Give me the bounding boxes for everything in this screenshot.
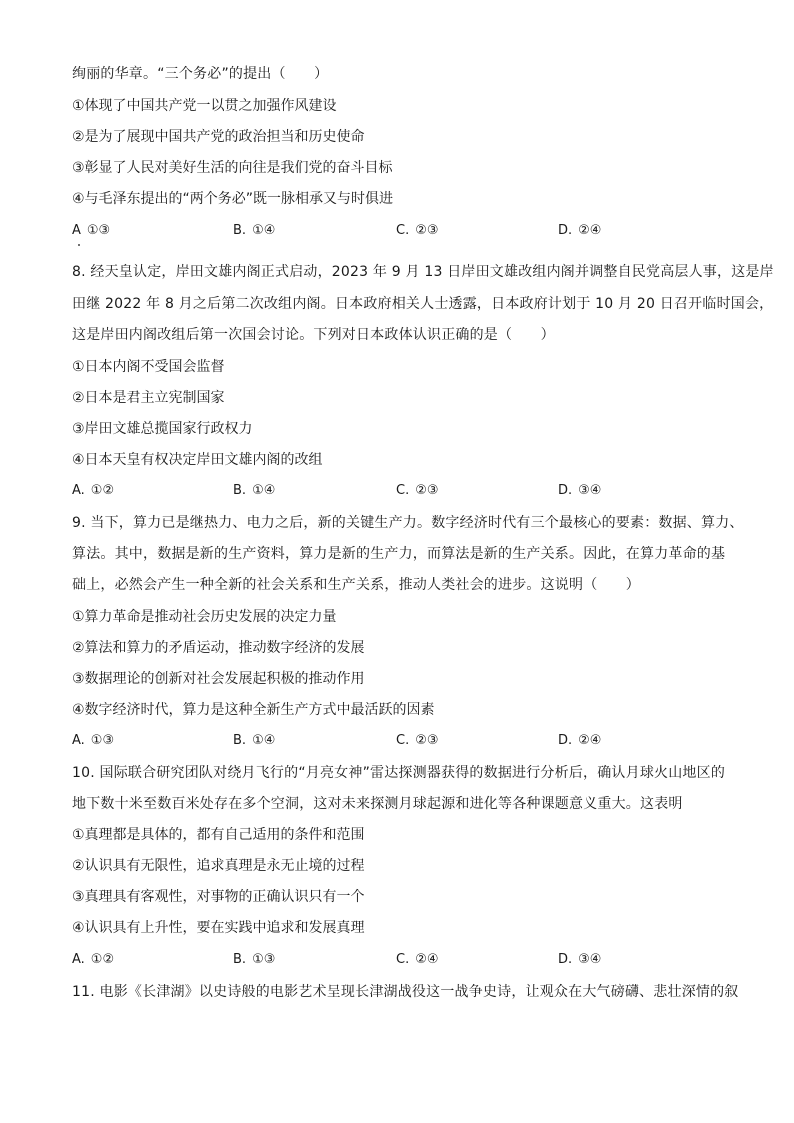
- q9-option-c[interactable]: [396, 731, 439, 751]
- option-letter: C.: [396, 733, 410, 748]
- q8-statement-4: ④日本天皇有权决定岸田文雄内阁的改组: [72, 452, 323, 468]
- q8-stem-line-1: 8. 经天皇认定，岸田文雄内阁正式启动，2023 年 9 月 13 日岸田文雄改组内阁并调整自民党高层人事，这是岸: [72, 264, 774, 280]
- q8-option-d[interactable]: [558, 481, 601, 501]
- q7-options: [72, 221, 732, 241]
- option-letter: B.: [233, 223, 247, 238]
- q9-stem-line-1: 9. 当下，算力已是继热力、电力之后，新的关键生产力。数字经济时代有三个最核心的要素：数据、算力、: [72, 515, 744, 531]
- option-text: ②③: [415, 733, 439, 748]
- q7-option-d[interactable]: [558, 221, 601, 241]
- q7-option-c[interactable]: [396, 221, 439, 241]
- option-letter: A.: [72, 733, 85, 748]
- option-text: ②④: [578, 223, 602, 238]
- q7-statement-3: ③彰显了人民对美好生活的向往是我们党的奋斗目标: [72, 160, 393, 176]
- option-text: ①③: [90, 733, 115, 748]
- option-letter: A.: [72, 952, 85, 967]
- option-text: ①②: [90, 952, 115, 967]
- q10-stem-line-1: 10. 国际联合研究团队对绕月飞行的“月亮女神”雷达探测器获得的数据进行分析后，确认月球火山地区的: [72, 765, 726, 781]
- q8-statement-2: ②日本是君主立宪制国家: [72, 390, 225, 406]
- q8-statement-1: ①日本内阁不受国会监督: [72, 359, 225, 375]
- q9-stem-line-3: 础上，必然会产生一种全新的社会关系和生产关系，推动人类社会的进步。这说明（ ）: [72, 577, 640, 593]
- q9-statement-4: ④数字经济时代，算力是这种全新生产方式中最活跃的因素: [72, 702, 435, 718]
- q7-statement-1: ①体现了中国共产党一以贯之加强作风建设: [72, 98, 337, 114]
- q10-option-a[interactable]: [72, 950, 114, 970]
- option-letter: D.: [558, 223, 573, 238]
- option-text: ①④: [252, 223, 276, 238]
- option-text: ①③: [86, 223, 111, 238]
- q10-option-d[interactable]: [558, 950, 601, 970]
- q7-option-a[interactable]: [72, 221, 110, 241]
- q9-option-b[interactable]: [233, 731, 275, 751]
- q8-option-b[interactable]: [233, 481, 275, 501]
- q8-statement-3: ③岸田文雄总揽国家行政权力: [72, 421, 253, 437]
- q7-statement-4: ④与毛泽东提出的“两个务必”既一脉相承又与时俱进: [72, 191, 394, 207]
- q9-statement-1: ①算力革命是推动社会历史发展的决定力量: [72, 609, 337, 625]
- q10-statement-4: ④认识具有上升性，要在实践中追求和发展真理: [72, 920, 365, 936]
- q10-statement-3: ③真理具有客观性，对事物的正确认识只有一个: [72, 889, 365, 905]
- option-text: ①④: [252, 483, 276, 498]
- q10-stem-line-2: 地下数十米至数百米处存在多个空洞，这对未来探测月球起源和进化等各种课题意义重大。这表明: [72, 796, 683, 812]
- q7-stem-end: 绚丽的华章。“三个务必”的提出（ ）: [72, 66, 329, 82]
- option-text: ①③: [252, 952, 276, 967]
- option-text: ②③: [415, 483, 439, 498]
- q8-option-c[interactable]: [396, 481, 439, 501]
- option-letter: D.: [558, 952, 573, 967]
- option-letter: A.: [72, 483, 85, 498]
- option-text: ①④: [252, 733, 276, 748]
- option-letter: D.: [558, 733, 573, 748]
- option-letter: C.: [396, 223, 410, 238]
- option-letter: B.: [233, 483, 247, 498]
- option-text: ③④: [578, 483, 602, 498]
- q9-statement-3: ③数据理论的创新对社会发展起积极的推动作用: [72, 671, 365, 687]
- option-letter: C.: [396, 483, 410, 498]
- q7-statement-2: ②是为了展现中国共产党的政治担当和历史使命: [72, 129, 365, 145]
- q8-option-a[interactable]: [72, 481, 114, 501]
- q10-statement-2: ②认识具有无限性，追求真理是永无止境的过程: [72, 858, 365, 874]
- q10-option-b[interactable]: [233, 950, 275, 970]
- q9-options: [72, 731, 732, 751]
- option-letter: B.: [233, 733, 247, 748]
- q9-option-a[interactable]: [72, 731, 114, 751]
- q10-statement-1: ①真理都是具体的，都有自己适用的条件和范围: [72, 827, 365, 843]
- option-letter: A: [72, 223, 81, 238]
- option-letter: B.: [233, 952, 247, 967]
- option-letter: C.: [396, 952, 410, 967]
- option-text: ②④: [415, 952, 439, 967]
- q9-stem-line-2: 算法。其中，数据是新的生产资料，算力是新的生产力，而算法是新的生产关系。因此，在算力革命的基: [72, 546, 726, 562]
- option-text: ③④: [578, 952, 602, 967]
- option-text: ②④: [578, 733, 602, 748]
- option-letter: D.: [558, 483, 573, 498]
- option-text: ②③: [415, 223, 439, 238]
- q8-options: [72, 481, 732, 501]
- q9-option-d[interactable]: [558, 731, 601, 751]
- q11-stem-start: 11. 电影《长津湖》以史诗般的电影艺术呈现长津湖战役这一战争史诗，让观众在大气磅礴、悲壮深情的叙: [72, 984, 739, 1000]
- q8-stem-line-2: 田继 2022 年 8 月之后第二次改组内阁。日本政府相关人士透露，日本政府计划于 10 月 20 日召开临时国会，: [72, 296, 774, 312]
- option-text: ①②: [90, 483, 115, 498]
- q10-options: [72, 950, 732, 970]
- q10-option-c[interactable]: [396, 950, 439, 970]
- q9-statement-2: ②算法和算力的矛盾运动，推动数字经济的发展: [72, 640, 365, 656]
- q8-stem-line-3: 这是岸田内阁改组后第一次国会讨论。下列对日本政体认识正确的是（ ）: [72, 327, 555, 343]
- q7-option-b[interactable]: [233, 221, 275, 241]
- stray-dot-mark: [78, 244, 80, 246]
